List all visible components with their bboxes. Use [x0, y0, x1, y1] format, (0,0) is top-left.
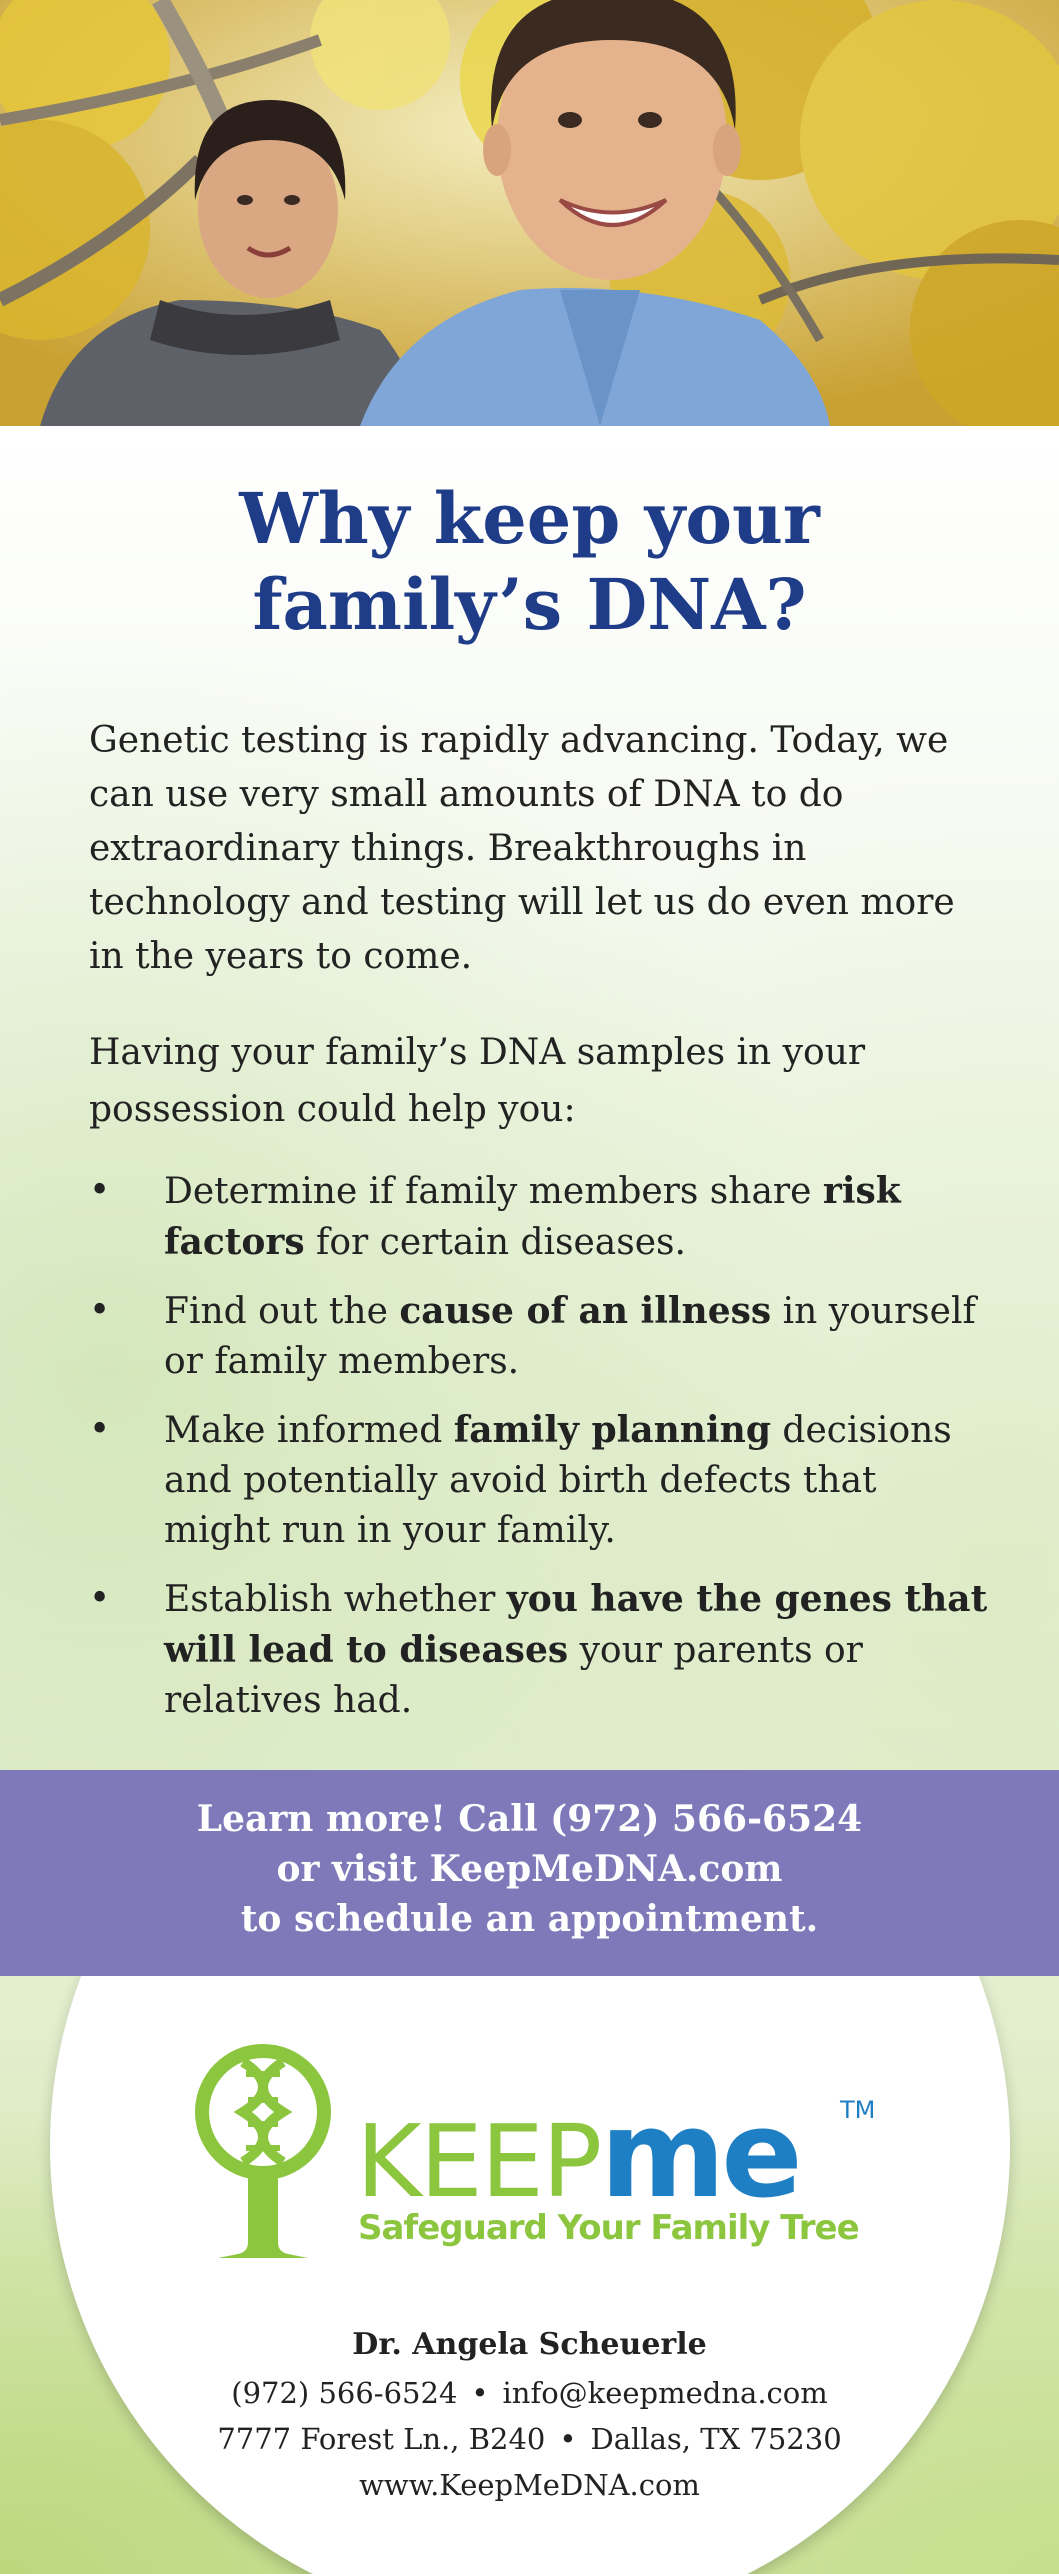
title-line-2: family’s DNA? — [252, 563, 807, 646]
cta-line-schedule: to schedule an appointment. — [240, 1898, 819, 1940]
list-item — [89, 1574, 989, 1726]
bullet-icon: • — [89, 1290, 111, 1331]
logo-keep-text: KEEP — [356, 2103, 601, 2220]
item-emphasis: cause of an illness — [399, 1290, 772, 1332]
item-text: Establish whether — [164, 1579, 507, 1620]
item-emphasis: you have the genes that will lead to diseases — [164, 1578, 988, 1671]
contact-phone-email-row — [0, 2370, 1059, 2416]
children-photo-illustration — [0, 0, 1059, 426]
item-text: decisions and potentially avoid birth defects that might run in your family. — [164, 1410, 952, 1551]
hero-photo — [0, 0, 1059, 426]
page-title — [0, 476, 1059, 648]
benefits-list — [89, 1166, 989, 1744]
item-text: Make informed — [164, 1410, 454, 1451]
title-line-1: Why keep your — [239, 477, 820, 560]
logo-me-text: me — [600, 2086, 799, 2225]
bullet-icon: • — [89, 1170, 111, 1211]
separator-dot: • — [471, 2376, 489, 2410]
list-item — [89, 1405, 989, 1556]
email-address[interactable]: info@keepmedna.com — [502, 2376, 828, 2410]
contact-block — [0, 2320, 1059, 2508]
contact-address-row — [0, 2416, 1059, 2462]
cta-line-call: Learn more! Call (972) 566-6524 — [196, 1798, 863, 1840]
phone-number[interactable]: (972) 566-6524 — [231, 2376, 458, 2410]
list-item — [89, 1286, 989, 1387]
website-link[interactable]: www.KeepMeDNA.com — [359, 2468, 700, 2502]
separator-dot: • — [559, 2422, 577, 2456]
street-address: 7777 Forest Ln., B240 — [217, 2422, 546, 2456]
lead-paragraph: Having your family’s DNA samples in your possession could help you: — [89, 1032, 866, 1130]
bullet-icon: • — [89, 1409, 111, 1450]
logo-tagline: Safeguard Your Family Tree — [358, 2208, 859, 2248]
item-emphasis: family planning — [453, 1409, 771, 1451]
item-text: your parents or relatives had. — [164, 1630, 863, 1721]
main-content — [0, 426, 1059, 1770]
city-state-zip: Dallas, TX 75230 — [590, 2422, 842, 2456]
intro-paragraph: Genetic testing is rapidly advancing. Today, we can use very small amounts of DNA to do extraordinary things. Breakthroughs in technology and testing will let us do even more in the years to come. — [89, 720, 955, 977]
doctor-name: Dr. Angela Scheuerle — [352, 2327, 707, 2362]
item-text: Determine if family members share — [164, 1171, 823, 1212]
item-text: in yourself or family members. — [164, 1291, 976, 1382]
footer — [0, 1976, 1059, 2574]
bullet-icon: • — [89, 1578, 111, 1619]
item-text: for certain diseases. — [304, 1222, 686, 1263]
item-emphasis: risk factors — [164, 1170, 901, 1263]
cta-banner — [0, 1770, 1059, 1976]
trademark-symbol: TM — [840, 2096, 876, 2124]
keepme-wordmark — [356, 2086, 799, 2225]
cta-line-visit: or visit KeepMeDNA.com — [276, 1848, 783, 1890]
item-text: Find out the — [164, 1291, 400, 1332]
dna-tree-logo-icon — [188, 2042, 338, 2262]
list-item — [89, 1166, 989, 1268]
